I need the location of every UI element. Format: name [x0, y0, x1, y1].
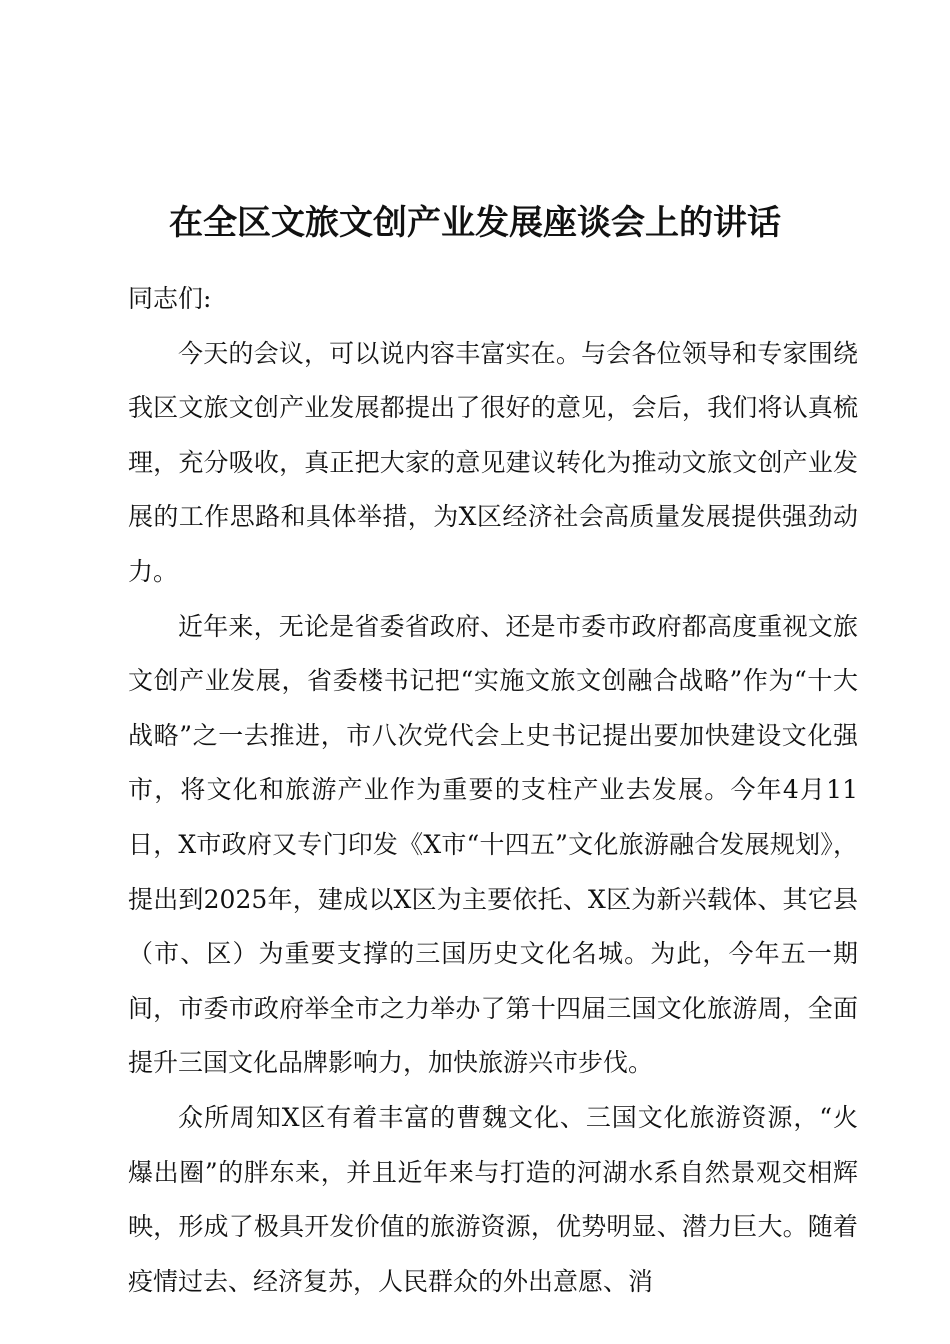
- paragraph-2: 近年来，无论是省委省政府、还是市委市政府都高度重视文旅文创产业发展，省委楼书记把“实施文旅文创融合战略”作为“十大战略”之一去推进，市八次党代会上史书记提出要加快建设文化强市，将文化和旅游产业作为重要的支柱产业去发展。今年4月11日，X市政府又专门印发《X市“十四五”文化旅游融合发展规划》，提出到2025年，建成以X区为主要依托、X区为新兴载体、其它县（市、区）为重要支撑的三国历史文化名城。为此，今年五一期间，市委市政府举全市之力举办了第十四届三国文化旅游周，全面提升三国文化品牌影响力，加快旅游兴市步伐。: [128, 611, 858, 1078]
- salutation: 同志们:: [128, 284, 212, 313]
- paragraph-1: 今天的会议，可以说内容丰富实在。与会各位领导和专家围绕我区文旅文创产业发展都提出了很好的意见，会后，我们将认真梳理，充分吸收，真正把大家的意见建议转化为推动文旅文创产业发展的工作思路和具体举措，为X区经济社会高质量发展提供强劲动力。: [128, 338, 858, 586]
- document-title: 在全区文旅文创产业发展座谈会上的讲话: [169, 203, 781, 243]
- document-body: [128, 272, 858, 1309]
- paragraph-3: 众所周知X区有着丰富的曹魏文化、三国文化旅游资源，“火爆出圈”的胖东来，并且近年来与打造的河湖水系自然景观交相辉映，形成了极具开发价值的旅游资源，优势明显、潜力巨大。随着疫情过去、经济复苏，人民群众的外出意愿、消: [128, 1102, 858, 1296]
